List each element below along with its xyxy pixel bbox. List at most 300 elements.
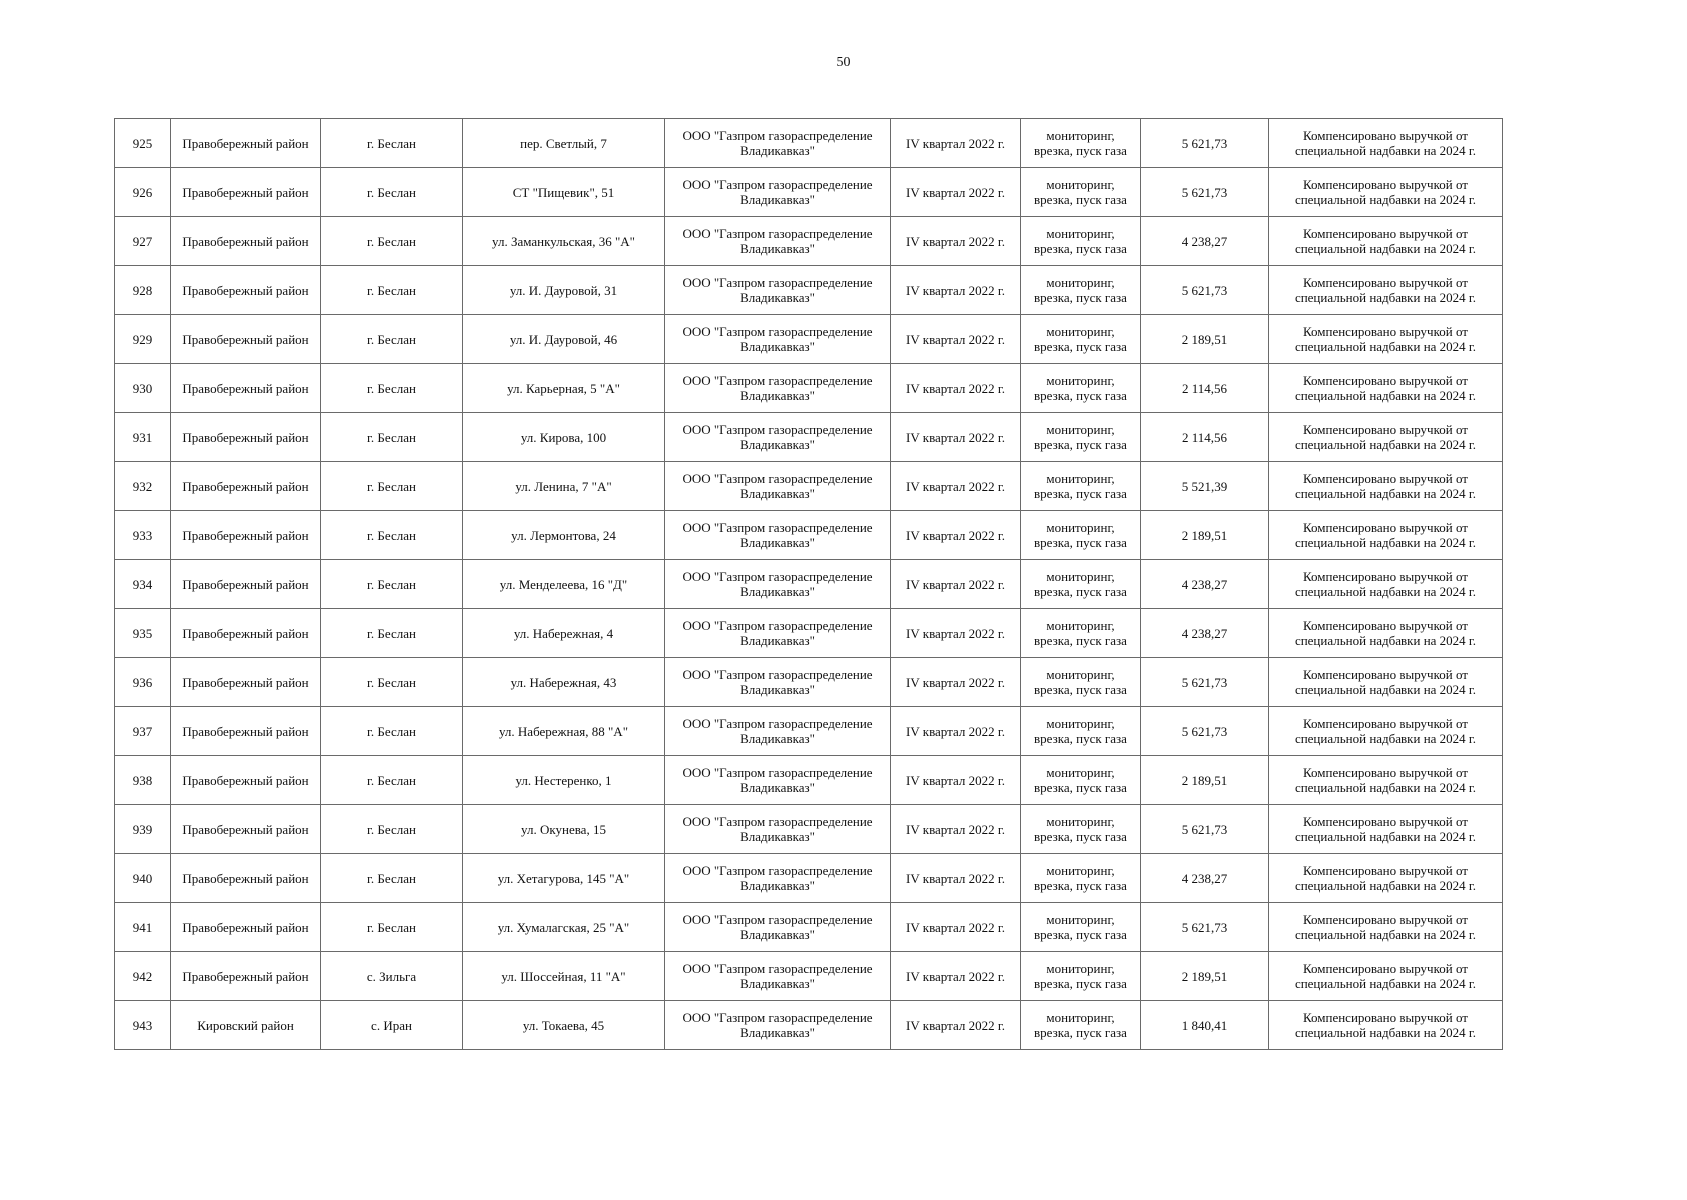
street-address: ул. Окунева, 15 <box>463 805 665 854</box>
note-line-2: специальной надбавки на 2024 г. <box>1294 731 1477 746</box>
organization-line-1: ООО "Газпром газораспределение <box>682 324 873 339</box>
period: IV квартал 2022 г. <box>891 854 1021 903</box>
settlement: с. Иран <box>321 1001 463 1050</box>
work-type-line-2: врезка, пуск газа <box>1034 388 1127 403</box>
note-line-2: специальной надбавки на 2024 г. <box>1294 143 1477 158</box>
table-row <box>115 1001 1503 1050</box>
compensation-note <box>1269 315 1503 364</box>
organization-line-2: Владикавказ" <box>740 339 815 354</box>
street-address: пер. Светлый, 7 <box>463 119 665 168</box>
amount: 5 621,73 <box>1141 707 1269 756</box>
settlement: г. Беслан <box>321 462 463 511</box>
organization-line-2: Владикавказ" <box>740 241 815 256</box>
organization-line-1: ООО "Газпром газораспределение <box>682 128 873 143</box>
amount: 5 521,39 <box>1141 462 1269 511</box>
district: Правобережный район <box>171 511 321 560</box>
gas-connection-table <box>114 118 1503 1050</box>
settlement: г. Беслан <box>321 658 463 707</box>
district: Правобережный район <box>171 609 321 658</box>
note-line-1: Компенсировано выручкой от <box>1303 373 1468 388</box>
row-number: 936 <box>115 658 171 707</box>
compensation-note <box>1269 364 1503 413</box>
organization-line-1: ООО "Газпром газораспределение <box>682 177 873 192</box>
district: Правобережный район <box>171 854 321 903</box>
settlement: г. Беслан <box>321 217 463 266</box>
period: IV квартал 2022 г. <box>891 658 1021 707</box>
organization <box>665 364 891 413</box>
note-line-2: специальной надбавки на 2024 г. <box>1294 535 1477 550</box>
work-type-line-1: мониторинг, <box>1046 863 1115 878</box>
organization <box>665 266 891 315</box>
note-line-1: Компенсировано выручкой от <box>1303 618 1468 633</box>
organization-line-1: ООО "Газпром газораспределение <box>682 961 873 976</box>
settlement: г. Беслан <box>321 903 463 952</box>
note-line-1: Компенсировано выручкой от <box>1303 765 1468 780</box>
note-line-1: Компенсировано выручкой от <box>1303 422 1468 437</box>
organization-line-1: ООО "Газпром газораспределение <box>682 667 873 682</box>
note-line-2: специальной надбавки на 2024 г. <box>1294 1025 1477 1040</box>
organization <box>665 952 891 1001</box>
amount: 1 840,41 <box>1141 1001 1269 1050</box>
table-row <box>115 413 1503 462</box>
period: IV квартал 2022 г. <box>891 266 1021 315</box>
note-line-2: специальной надбавки на 2024 г. <box>1294 486 1477 501</box>
row-number: 928 <box>115 266 171 315</box>
organization <box>665 903 891 952</box>
period: IV квартал 2022 г. <box>891 413 1021 462</box>
row-number: 934 <box>115 560 171 609</box>
period: IV квартал 2022 г. <box>891 462 1021 511</box>
amount: 5 621,73 <box>1141 119 1269 168</box>
note-line-1: Компенсировано выручкой от <box>1303 128 1468 143</box>
period: IV квартал 2022 г. <box>891 560 1021 609</box>
street-address: ул. Карьерная, 5 "А" <box>463 364 665 413</box>
district: Кировский район <box>171 1001 321 1050</box>
work-type <box>1021 364 1141 413</box>
work-type-line-1: мониторинг, <box>1046 324 1115 339</box>
work-type-line-2: врезка, пуск газа <box>1034 437 1127 452</box>
period: IV квартал 2022 г. <box>891 952 1021 1001</box>
compensation-note <box>1269 805 1503 854</box>
table-row <box>115 119 1503 168</box>
table-row <box>115 854 1503 903</box>
work-type <box>1021 168 1141 217</box>
period: IV квартал 2022 г. <box>891 168 1021 217</box>
organization <box>665 462 891 511</box>
note-line-1: Компенсировано выручкой от <box>1303 961 1468 976</box>
table-row <box>115 805 1503 854</box>
organization-line-2: Владикавказ" <box>740 731 815 746</box>
street-address: ул. Заманкульская, 36 "А" <box>463 217 665 266</box>
note-line-1: Компенсировано выручкой от <box>1303 667 1468 682</box>
table-row <box>115 364 1503 413</box>
period: IV квартал 2022 г. <box>891 707 1021 756</box>
amount: 5 621,73 <box>1141 903 1269 952</box>
row-number: 940 <box>115 854 171 903</box>
work-type <box>1021 903 1141 952</box>
amount: 4 238,27 <box>1141 854 1269 903</box>
organization <box>665 217 891 266</box>
note-line-1: Компенсировано выручкой от <box>1303 520 1468 535</box>
period: IV квартал 2022 г. <box>891 119 1021 168</box>
organization-line-2: Владикавказ" <box>740 682 815 697</box>
district: Правобережный район <box>171 560 321 609</box>
street-address: ул. Токаева, 45 <box>463 1001 665 1050</box>
row-number: 941 <box>115 903 171 952</box>
organization-line-2: Владикавказ" <box>740 976 815 991</box>
period: IV квартал 2022 г. <box>891 217 1021 266</box>
note-line-2: специальной надбавки на 2024 г. <box>1294 584 1477 599</box>
table-row <box>115 168 1503 217</box>
organization-line-1: ООО "Газпром газораспределение <box>682 422 873 437</box>
settlement: г. Беслан <box>321 168 463 217</box>
compensation-note <box>1269 854 1503 903</box>
table-row <box>115 952 1503 1001</box>
amount: 4 238,27 <box>1141 560 1269 609</box>
work-type-line-1: мониторинг, <box>1046 912 1115 927</box>
row-number: 932 <box>115 462 171 511</box>
street-address: ул. Нестеренко, 1 <box>463 756 665 805</box>
organization-line-2: Владикавказ" <box>740 290 815 305</box>
organization <box>665 805 891 854</box>
amount: 5 621,73 <box>1141 805 1269 854</box>
street-address: ул. Набережная, 88 "А" <box>463 707 665 756</box>
organization-line-2: Владикавказ" <box>740 192 815 207</box>
organization <box>665 119 891 168</box>
table-row <box>115 609 1503 658</box>
work-type <box>1021 756 1141 805</box>
organization-line-2: Владикавказ" <box>740 437 815 452</box>
row-number: 927 <box>115 217 171 266</box>
work-type-line-1: мониторинг, <box>1046 765 1115 780</box>
work-type-line-1: мониторинг, <box>1046 275 1115 290</box>
work-type-line-1: мониторинг, <box>1046 716 1115 731</box>
organization <box>665 707 891 756</box>
organization <box>665 560 891 609</box>
work-type-line-2: врезка, пуск газа <box>1034 535 1127 550</box>
work-type <box>1021 462 1141 511</box>
organization-line-2: Владикавказ" <box>740 878 815 893</box>
organization-line-2: Владикавказ" <box>740 143 815 158</box>
organization-line-2: Владикавказ" <box>740 633 815 648</box>
district: Правобережный район <box>171 266 321 315</box>
organization-line-2: Владикавказ" <box>740 486 815 501</box>
work-type-line-1: мониторинг, <box>1046 128 1115 143</box>
work-type <box>1021 119 1141 168</box>
table-row <box>115 511 1503 560</box>
organization-line-2: Владикавказ" <box>740 780 815 795</box>
amount: 4 238,27 <box>1141 609 1269 658</box>
table-row <box>115 266 1503 315</box>
row-number: 935 <box>115 609 171 658</box>
note-line-2: специальной надбавки на 2024 г. <box>1294 927 1477 942</box>
amount: 2 189,51 <box>1141 511 1269 560</box>
work-type <box>1021 511 1141 560</box>
organization-line-1: ООО "Газпром газораспределение <box>682 1010 873 1025</box>
compensation-note <box>1269 658 1503 707</box>
table-row <box>115 707 1503 756</box>
table-row <box>115 462 1503 511</box>
settlement: г. Беслан <box>321 805 463 854</box>
note-line-2: специальной надбавки на 2024 г. <box>1294 388 1477 403</box>
period: IV квартал 2022 г. <box>891 903 1021 952</box>
district: Правобережный район <box>171 903 321 952</box>
street-address: СТ "Пищевик", 51 <box>463 168 665 217</box>
organization <box>665 658 891 707</box>
work-type-line-2: врезка, пуск газа <box>1034 927 1127 942</box>
amount: 4 238,27 <box>1141 217 1269 266</box>
district: Правобережный район <box>171 168 321 217</box>
settlement: г. Беслан <box>321 854 463 903</box>
street-address: ул. Хетагурова, 145 "А" <box>463 854 665 903</box>
organization <box>665 168 891 217</box>
organization-line-1: ООО "Газпром газораспределение <box>682 765 873 780</box>
work-type-line-2: врезка, пуск газа <box>1034 633 1127 648</box>
compensation-note <box>1269 511 1503 560</box>
amount: 5 621,73 <box>1141 658 1269 707</box>
work-type-line-1: мониторинг, <box>1046 667 1115 682</box>
compensation-note <box>1269 756 1503 805</box>
settlement: г. Беслан <box>321 266 463 315</box>
work-type-line-2: врезка, пуск газа <box>1034 780 1127 795</box>
organization <box>665 854 891 903</box>
district: Правобережный район <box>171 805 321 854</box>
row-number: 938 <box>115 756 171 805</box>
compensation-note <box>1269 609 1503 658</box>
note-line-2: специальной надбавки на 2024 г. <box>1294 829 1477 844</box>
work-type <box>1021 952 1141 1001</box>
note-line-2: специальной надбавки на 2024 г. <box>1294 290 1477 305</box>
district: Правобережный район <box>171 658 321 707</box>
period: IV квартал 2022 г. <box>891 1001 1021 1050</box>
organization-line-2: Владикавказ" <box>740 584 815 599</box>
settlement: г. Беслан <box>321 756 463 805</box>
organization-line-1: ООО "Газпром газораспределение <box>682 569 873 584</box>
organization-line-2: Владикавказ" <box>740 1025 815 1040</box>
note-line-1: Компенсировано выручкой от <box>1303 1010 1468 1025</box>
organization-line-1: ООО "Газпром газораспределение <box>682 275 873 290</box>
compensation-note <box>1269 413 1503 462</box>
compensation-note <box>1269 560 1503 609</box>
settlement: г. Беслан <box>321 609 463 658</box>
period: IV квартал 2022 г. <box>891 364 1021 413</box>
work-type-line-1: мониторинг, <box>1046 177 1115 192</box>
note-line-2: специальной надбавки на 2024 г. <box>1294 682 1477 697</box>
amount: 5 621,73 <box>1141 266 1269 315</box>
work-type-line-2: врезка, пуск газа <box>1034 829 1127 844</box>
table-row <box>115 658 1503 707</box>
compensation-note <box>1269 168 1503 217</box>
compensation-note <box>1269 1001 1503 1050</box>
row-number: 933 <box>115 511 171 560</box>
street-address: ул. Набережная, 4 <box>463 609 665 658</box>
work-type-line-2: врезка, пуск газа <box>1034 339 1127 354</box>
compensation-note <box>1269 903 1503 952</box>
work-type-line-2: врезка, пуск газа <box>1034 290 1127 305</box>
work-type-line-2: врезка, пуск газа <box>1034 1025 1127 1040</box>
work-type <box>1021 854 1141 903</box>
period: IV квартал 2022 г. <box>891 511 1021 560</box>
amount: 2 189,51 <box>1141 952 1269 1001</box>
street-address: ул. Лермонтова, 24 <box>463 511 665 560</box>
note-line-1: Компенсировано выручкой от <box>1303 569 1468 584</box>
note-line-1: Компенсировано выручкой от <box>1303 912 1468 927</box>
period: IV квартал 2022 г. <box>891 315 1021 364</box>
row-number: 929 <box>115 315 171 364</box>
note-line-2: специальной надбавки на 2024 г. <box>1294 192 1477 207</box>
street-address: ул. Шоссейная, 11 "А" <box>463 952 665 1001</box>
district: Правобережный район <box>171 119 321 168</box>
work-type-line-1: мониторинг, <box>1046 814 1115 829</box>
organization-line-1: ООО "Газпром газораспределение <box>682 520 873 535</box>
organization <box>665 756 891 805</box>
page-number: 50 <box>836 55 851 70</box>
work-type-line-1: мониторинг, <box>1046 422 1115 437</box>
period: IV квартал 2022 г. <box>891 756 1021 805</box>
note-line-1: Компенсировано выручкой от <box>1303 226 1468 241</box>
settlement: г. Беслан <box>321 413 463 462</box>
street-address: ул. Менделеева, 16 "Д" <box>463 560 665 609</box>
street-address: ул. Набережная, 43 <box>463 658 665 707</box>
work-type <box>1021 217 1141 266</box>
settlement: г. Беслан <box>321 315 463 364</box>
work-type-line-2: врезка, пуск газа <box>1034 878 1127 893</box>
table-row <box>115 903 1503 952</box>
row-number: 939 <box>115 805 171 854</box>
note-line-2: специальной надбавки на 2024 г. <box>1294 339 1477 354</box>
note-line-2: специальной надбавки на 2024 г. <box>1294 976 1477 991</box>
work-type-line-1: мониторинг, <box>1046 1010 1115 1025</box>
note-line-1: Компенсировано выручкой от <box>1303 863 1468 878</box>
work-type-line-1: мониторинг, <box>1046 373 1115 388</box>
work-type-line-1: мониторинг, <box>1046 226 1115 241</box>
period: IV квартал 2022 г. <box>891 805 1021 854</box>
table-row <box>115 756 1503 805</box>
work-type <box>1021 315 1141 364</box>
work-type <box>1021 805 1141 854</box>
settlement: с. Зильга <box>321 952 463 1001</box>
note-line-1: Компенсировано выручкой от <box>1303 324 1468 339</box>
settlement: г. Беслан <box>321 560 463 609</box>
street-address: ул. И. Дауровой, 31 <box>463 266 665 315</box>
note-line-2: специальной надбавки на 2024 г. <box>1294 633 1477 648</box>
street-address: ул. Ленина, 7 "А" <box>463 462 665 511</box>
district: Правобережный район <box>171 756 321 805</box>
work-type-line-1: мониторинг, <box>1046 520 1115 535</box>
work-type <box>1021 658 1141 707</box>
row-number: 930 <box>115 364 171 413</box>
organization-line-1: ООО "Газпром газораспределение <box>682 912 873 927</box>
period: IV квартал 2022 г. <box>891 609 1021 658</box>
note-line-2: специальной надбавки на 2024 г. <box>1294 780 1477 795</box>
settlement: г. Беслан <box>321 707 463 756</box>
work-type-line-2: врезка, пуск газа <box>1034 584 1127 599</box>
compensation-note <box>1269 952 1503 1001</box>
organization-line-1: ООО "Газпром газораспределение <box>682 226 873 241</box>
table-body <box>115 119 1503 1050</box>
note-line-2: специальной надбавки на 2024 г. <box>1294 241 1477 256</box>
settlement: г. Беслан <box>321 511 463 560</box>
note-line-2: специальной надбавки на 2024 г. <box>1294 437 1477 452</box>
table-row <box>115 217 1503 266</box>
work-type-line-2: врезка, пуск газа <box>1034 486 1127 501</box>
organization-line-1: ООО "Газпром газораспределение <box>682 373 873 388</box>
table-row <box>115 315 1503 364</box>
organization-line-1: ООО "Газпром газораспределение <box>682 618 873 633</box>
amount: 2 114,56 <box>1141 364 1269 413</box>
note-line-1: Компенсировано выручкой от <box>1303 716 1468 731</box>
note-line-2: специальной надбавки на 2024 г. <box>1294 878 1477 893</box>
organization <box>665 511 891 560</box>
district: Правобережный район <box>171 217 321 266</box>
note-line-1: Компенсировано выручкой от <box>1303 471 1468 486</box>
organization-line-1: ООО "Газпром газораспределение <box>682 471 873 486</box>
compensation-note <box>1269 266 1503 315</box>
work-type <box>1021 560 1141 609</box>
organization-line-2: Владикавказ" <box>740 829 815 844</box>
district: Правобережный район <box>171 364 321 413</box>
work-type-line-2: врезка, пуск газа <box>1034 976 1127 991</box>
work-type <box>1021 413 1141 462</box>
amount: 5 621,73 <box>1141 168 1269 217</box>
compensation-note <box>1269 119 1503 168</box>
settlement: г. Беслан <box>321 119 463 168</box>
work-type-line-2: врезка, пуск газа <box>1034 682 1127 697</box>
organization <box>665 609 891 658</box>
row-number: 926 <box>115 168 171 217</box>
district: Правобережный район <box>171 413 321 462</box>
district: Правобережный район <box>171 315 321 364</box>
work-type <box>1021 609 1141 658</box>
organization-line-1: ООО "Газпром газораспределение <box>682 814 873 829</box>
work-type <box>1021 1001 1141 1050</box>
row-number: 925 <box>115 119 171 168</box>
street-address: ул. Хумалагская, 25 "А" <box>463 903 665 952</box>
work-type-line-2: врезка, пуск газа <box>1034 192 1127 207</box>
work-type-line-1: мониторинг, <box>1046 569 1115 584</box>
note-line-1: Компенсировано выручкой от <box>1303 814 1468 829</box>
district: Правобережный район <box>171 462 321 511</box>
work-type-line-1: мониторинг, <box>1046 471 1115 486</box>
work-type-line-1: мониторинг, <box>1046 618 1115 633</box>
organization <box>665 315 891 364</box>
row-number: 937 <box>115 707 171 756</box>
work-type-line-2: врезка, пуск газа <box>1034 241 1127 256</box>
street-address: ул. Кирова, 100 <box>463 413 665 462</box>
work-type-line-1: мониторинг, <box>1046 961 1115 976</box>
amount: 2 114,56 <box>1141 413 1269 462</box>
amount: 2 189,51 <box>1141 756 1269 805</box>
compensation-note <box>1269 217 1503 266</box>
row-number: 942 <box>115 952 171 1001</box>
organization-line-2: Владикавказ" <box>740 535 815 550</box>
work-type-line-2: врезка, пуск газа <box>1034 731 1127 746</box>
organization-line-2: Владикавказ" <box>740 388 815 403</box>
organization <box>665 413 891 462</box>
note-line-1: Компенсировано выручкой от <box>1303 275 1468 290</box>
organization-line-2: Владикавказ" <box>740 927 815 942</box>
work-type <box>1021 707 1141 756</box>
note-line-1: Компенсировано выручкой от <box>1303 177 1468 192</box>
table-row <box>115 560 1503 609</box>
compensation-note <box>1269 707 1503 756</box>
row-number: 931 <box>115 413 171 462</box>
organization <box>665 1001 891 1050</box>
work-type-line-2: врезка, пуск газа <box>1034 143 1127 158</box>
row-number: 943 <box>115 1001 171 1050</box>
organization-line-1: ООО "Газпром газораспределение <box>682 716 873 731</box>
settlement: г. Беслан <box>321 364 463 413</box>
